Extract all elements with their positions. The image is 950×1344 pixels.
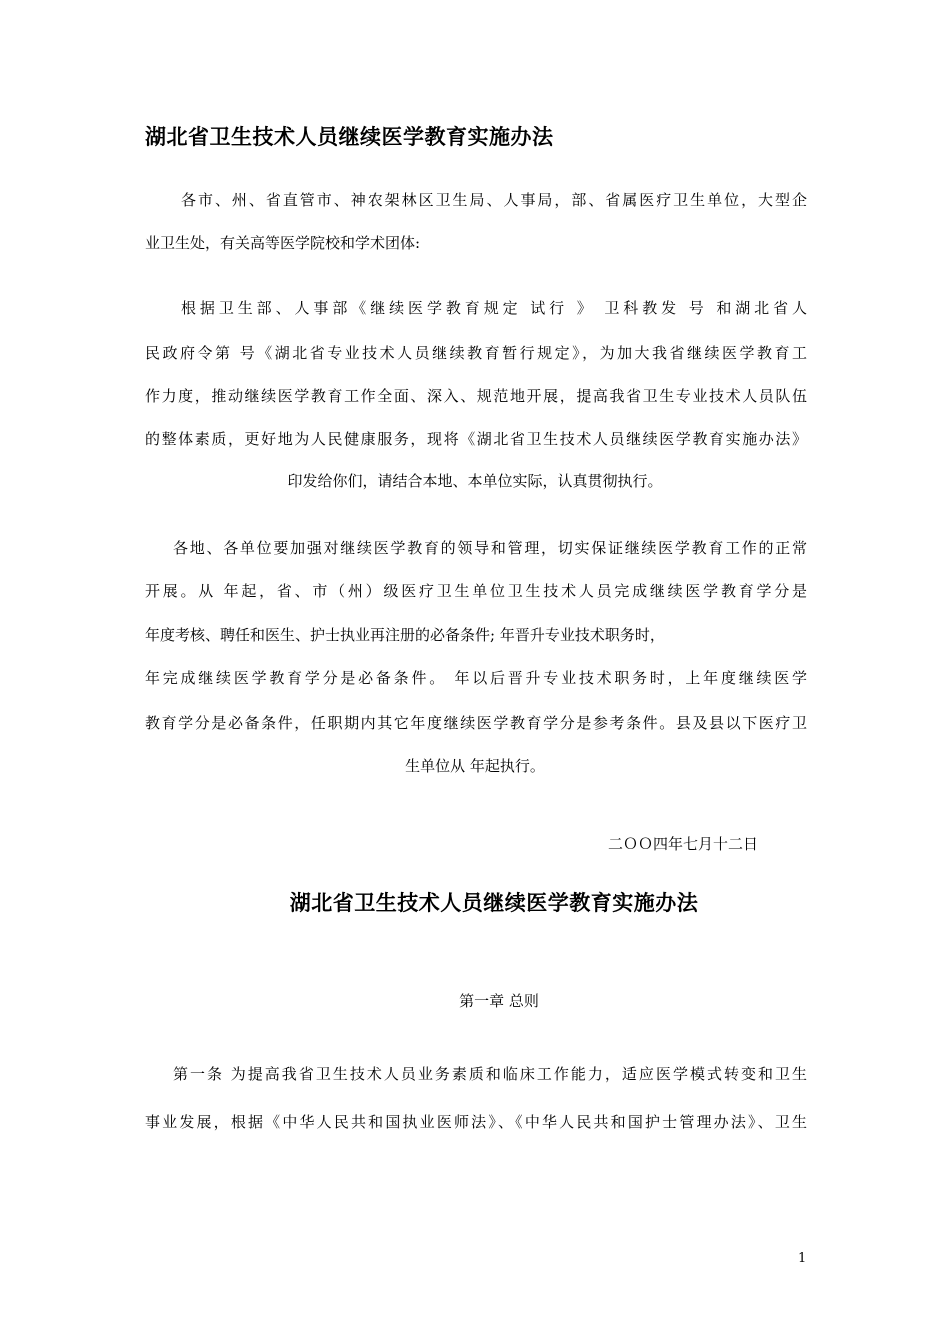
para1-line-2: 民政府令第 号《湖北省专业技术人员继续教育暂行规定》，为加大我省继续医学教育工 <box>145 344 807 362</box>
para2-line-1: 各地、各单位要加强对继续医学教育的领导和管理，切实保证继续医学教育工作的正常 <box>173 539 807 557</box>
para1-line-3: 作力度，推动继续医学教育工作全面、深入、规范地开展，提高我省卫生专业技术人员队伍 <box>145 387 807 405</box>
document-title: 湖北省卫生技术人员继续医学教育实施办法 <box>145 125 554 149</box>
measure-title: 湖北省卫生技术人员继续医学教育实施办法 <box>289 891 699 915</box>
article1-line-1: 第一条 为提高我省卫生技术人员业务素质和临床工作能力，适应医学模式转变和卫生 <box>173 1065 807 1083</box>
para1-line-5: 印发给你们，请结合本地、本单位实际，认真贯彻执行。 <box>287 472 663 490</box>
addressee-line-2: 业卫生处，有关高等医学院校和学术团体: <box>145 234 421 252</box>
para2-line-3: 年度考核、聘任和医生、护士执业再注册的必备条件; 年晋升专业技术职务时， <box>145 626 665 644</box>
para1-line-1: 根据卫生部、人事部《继续医学教育规定 试行 》 卫科教发 号 和湖北省人 <box>181 299 807 317</box>
para2-line-6: 生单位从 年起执行。 <box>405 757 545 775</box>
para2-line-4: 年完成继续医学教育学分是必备条件。 年以后晋升专业技术职务时，上年度继续医学 <box>145 669 807 687</box>
para2-line-5: 教育学分是必备条件，任职期内其它年度继续医学教育学分是参考条件。县及县以下医疗卫 <box>145 714 807 732</box>
notice-date: 二ＯＯ四年七月十二日 <box>608 835 759 853</box>
para2-line-2: 开展。从 年起，省、市（州）级医疗卫生单位卫生技术人员完成继续医学教育学分是 <box>145 582 807 600</box>
chapter-heading: 第一章 总则 <box>459 992 539 1010</box>
article1-line-2: 事业发展，根据《中华人民共和国执业医师法》、《中华人民共和国护士管理办法》、卫生 <box>145 1113 807 1131</box>
para1-line-4: 的整体素质，更好地为人民健康服务，现将《湖北省卫生技术人员继续医学教育实施办法》 <box>145 430 807 448</box>
page-number: 1 <box>798 1251 807 1266</box>
addressee-line-1: 各市、州、省直管市、神农架林区卫生局、人事局，部、省属医疗卫生单位，大型企 <box>181 191 807 209</box>
